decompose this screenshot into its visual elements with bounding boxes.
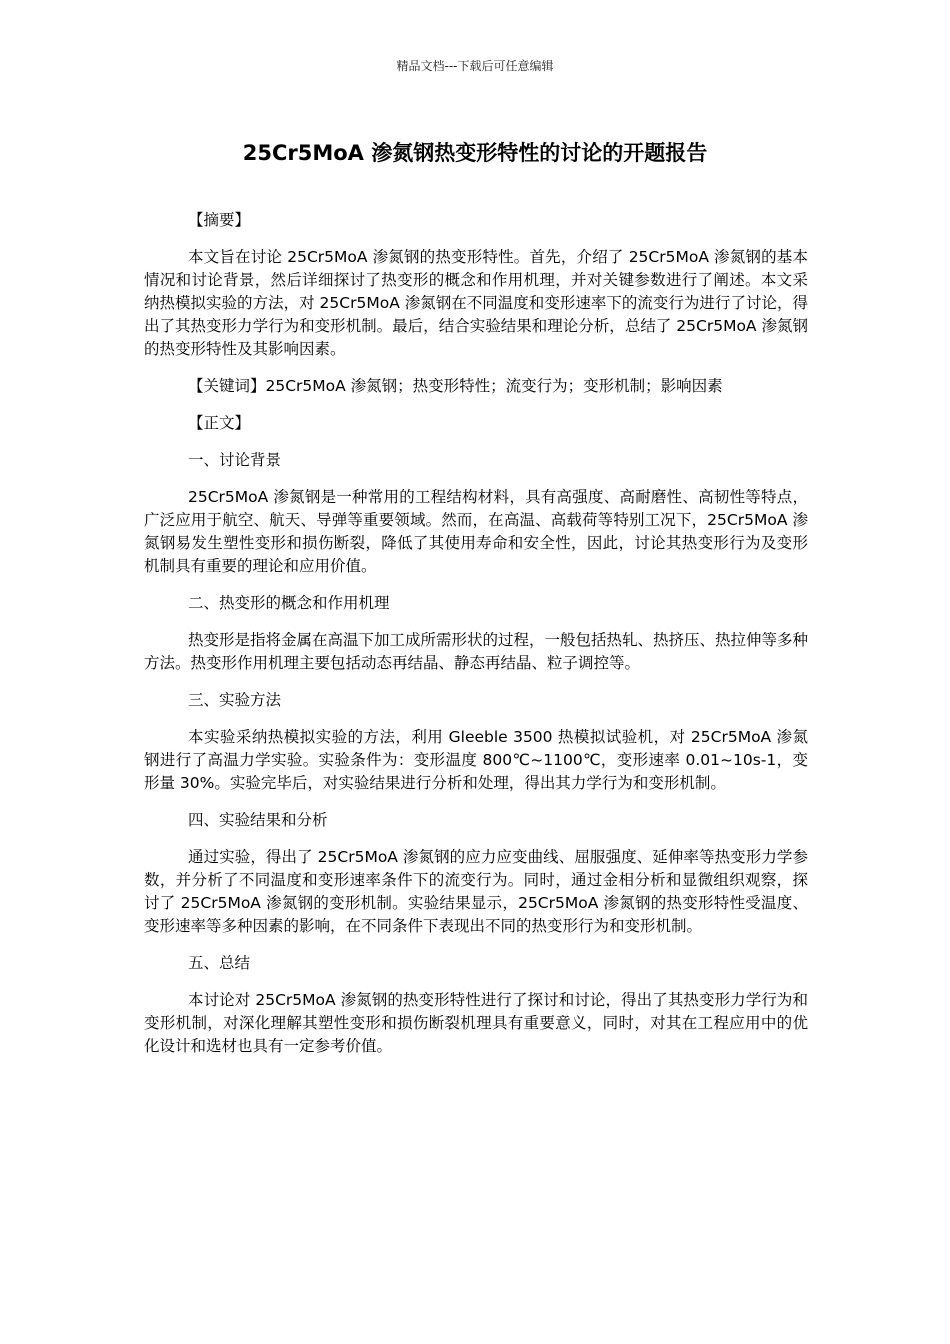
section-heading-concept: 二、热变形的概念和作用机理 [188,594,390,612]
abstract-paragraph: 本文旨在讨论 25Cr5MoA 渗氮钢的热变形特性。首先，介绍了 25Cr5MoA 渗氮钢的基本情况和讨论背景，然后详细探讨了热变形的概念和作用机理，并对关键参数进行了阐述。本文采纳热模拟实验的方法，对 25Cr5MoA 渗氮钢在不同温度和变形速率下的流变行为进行了讨论，得出了其热变形力学行为和变形机制。最后，结合实验结果和理论分析，总结了 25Cr5MoA 渗氮钢的热变形特性及其影响因素。 [144,248,808,358]
section-paragraph-results: 通过实验，得出了 25Cr5MoA 渗氮钢的应力应变曲线、屈服强度、延伸率等热变形力学参数，并分析了不同温度和变形速率条件下的流变行为。同时，通过金相分析和显微组织观察，探讨了 25Cr5MoA 渗氮钢的变形机制。实验结果显示，25Cr5MoA 渗氮钢的热变形特性受温度、变形速率等多种因素的影响，在不同条件下表现出不同的热变形行为和变形机制。 [144,848,808,935]
section-paragraph-summary: 本讨论对 25Cr5MoA 渗氮钢的热变形特性进行了探讨和讨论，得出了其热变形力学行为和变形机制，对深化理解其塑性变形和损伤断裂机理具有重要意义，同时，对其在工程应用中的优化设计和选材也具有一定参考价值。 [144,991,808,1055]
section-paragraph-method: 本实验采纳热模拟实验的方法，利用 Gleeble 3500 热模拟试验机，对 25Cr5MoA 渗氮钢进行了高温力学实验。实验条件为：变形温度 800℃~1100℃，变形速率 0.01~10s-1，变形量 30%。实验完毕后，对实验结果进行分析和处理，得出其力学行为和变形机制。 [144,728,808,792]
header-note: 精品文档---下载后可任意编辑 [396,59,554,73]
section-heading-background: 一、讨论背景 [188,451,282,469]
section-heading-method: 三、实验方法 [188,691,282,709]
section-paragraph-background: 25Cr5MoA 渗氮钢是一种常用的工程结构材料，具有高强度、高耐磨性、高韧性等特点，广泛应用于航空、航天、导弹等重要领域。然而，在高温、高载荷等特别工况下，25Cr5MoA 渗氮钢易发生塑性变形和损伤断裂，降低了其使用寿命和安全性，因此，讨论其热变形行为及变形机制具有重要的理论和应用价值。 [144,488,808,575]
section-paragraph-concept: 热变形是指将金属在高温下加工成所需形状的过程，一般包括热轧、热挤压、热拉伸等多种方法。热变形作用机理主要包括动态再结晶、静态再结晶、粒子调控等。 [144,631,809,672]
section-heading-summary: 五、总结 [188,954,251,972]
body-label: 【正文】 [188,414,251,432]
document-title: 25Cr5MoA 渗氮钢热变形特性的讨论的开题报告 [242,141,708,165]
keywords-line: 【关键词】25Cr5MoA 渗氮钢；热变形特性；流变行为；变形机制；影响因素 [188,377,723,395]
section-heading-results: 四、实验结果和分析 [188,811,328,829]
abstract-label: 【摘要】 [188,211,251,229]
document-body [144,209,808,1072]
